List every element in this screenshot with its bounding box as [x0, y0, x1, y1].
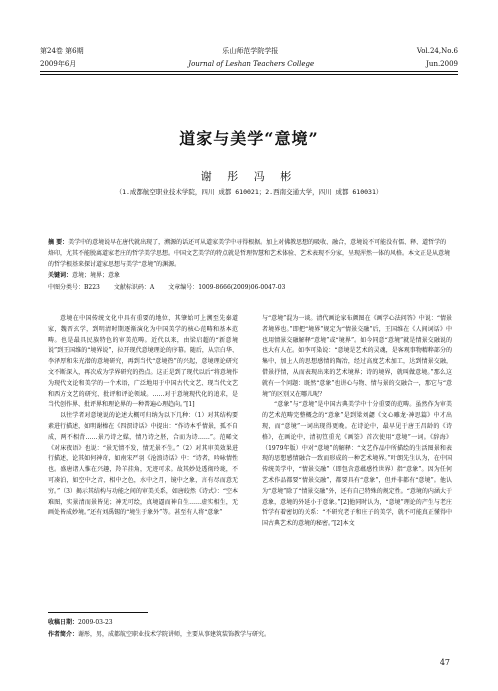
- received-label: 收稿日期：: [48, 619, 79, 626]
- abstract-label: 摘 要：: [48, 239, 69, 246]
- article-title: 道家与美学“意境”: [179, 129, 319, 148]
- footnote-rule: [48, 612, 148, 613]
- received-date: [48, 617, 452, 629]
- page-number: 47: [439, 658, 450, 667]
- keywords-text: 意境；境界；意象: [72, 272, 121, 279]
- volume-issue-cn: 第24卷 第6期: [40, 47, 84, 55]
- received-value: 2009-03-23: [78, 619, 113, 626]
- journal-name-cn: 乐山师范学院学报: [222, 47, 279, 55]
- classification-line: [48, 282, 452, 291]
- body-column-left: [48, 314, 238, 519]
- body-paragraph: “意象”与“意境”是中国古典美学中十分重要的范畴。虽然作为审美的艺术范畴完整概念的“意象”是到梁刘勰《文心雕龙·神思篇》中才出现，而“意境”一词出现得更晚。在诗论中，最早见于唐王昌龄的《诗格》，在画论中，清初笪重光《画筌》首次使用“意境”一词。《辞海》（1979年版）中对“意境”的解释：“文艺作品中所描绘的生活图景和表现的思想感情融合一致而形成的一种艺术境界。”叶朗先生认为，在中国传统美学中，“情景交融”（即包含意蕴感性世界）指“意象”。因为任何艺术作品都要“情景交融”，都要具有“意象”，但并非都有“意境”。他认为“意境”除了“情景交融”外，还有自己特殊的规定性。“意境的内涵大于意象，意境的外延小于意象。”[2]他同时认为，“意境”理论的产生与老庄哲学有着密切的关系：“不研究老子和庄子的美学，就不可能真正懂得中国古典艺术的意境的秘密。”[2]本文: [262, 401, 452, 528]
- footnotes: [48, 617, 452, 641]
- keywords: [48, 270, 452, 279]
- abstract: [48, 237, 452, 270]
- volume-issue-en: Vol.24,No.6: [416, 47, 458, 55]
- date-en: Jun.2009: [426, 60, 458, 68]
- clc-number: 中图分类号：B223: [48, 284, 100, 291]
- author-bio-text: 谢彤，男，成都航空职业技术学院讲师，主要从事建筑装饰教学与研究。: [78, 631, 271, 638]
- header-rule-thick: [40, 71, 458, 72]
- body-paragraph: 与“意境”混为一谈。清代画论家布颜图在《画学心法问答》中说：“情景者境界也。”即把“境界”规定为“情景交融”后，王国维在《人间词话》中也用情景交融解释“意境”或“境界”。如今同意“意境”就是情景交融说的也大有人在。如李可染说：“意境是艺术的灵魂，是客观事物精粹部分的集中，加上人的思想感情的陶冶，经过高度艺术加工，达到情景交融，借景抒情，从而表现出来的艺术境界；诗的境界，就叫做意境。”那么这就有一个问题：既然“意象”也讲心与物、情与景的交融合一，那它与“意境”的区别又在哪儿呢？: [262, 315, 452, 398]
- article-number: 文章编号：1009-8666(2009)06-0047-03: [168, 284, 286, 291]
- author-bio: [48, 629, 452, 641]
- header-rule-thin: [40, 74, 458, 75]
- body-column-right: [262, 314, 452, 530]
- date-cn: 2009年6月: [40, 60, 77, 68]
- author-bio-label: 作者简介：: [48, 631, 79, 638]
- keywords-label: 关键词：: [48, 272, 73, 279]
- author-affiliation: （1.成都航空职业技术学院，四川 成都 610021；2.西南交通大学，四川 成都 610031）: [115, 188, 383, 196]
- document-code: 文献标识码：A: [113, 284, 155, 291]
- abstract-text: 美学中的意境说早在唐代就出现了，溯源的话还可从道家美学中寻得根据。加上对佛教思想的吸收、融合，意境说不可能没有儒、释、道哲学的烙印，尤其不能脱离道家老庄的哲学美学思想。中国文艺美学的特点就是哲理智慧和艺术体验、艺术表现不分家，呈现浑然一体的风格。本文正是从意境的哲学根基来探讨道家思想与美学“意境”的渊源。: [48, 239, 451, 268]
- journal-header: [40, 46, 458, 69]
- body-paragraph: 意境在中国传统文化中具有重要的地位，其肇始可上溯至先秦道家，魏晋玄学，到明清时期逐渐演化为中国美学的核心范畴和基本范畴。也是最具民族特色的审美范畴。近代以来，由梁启超的“新意境说”到王国维的“境界说”，拉开现代意境理论的序幕。随后，从宗白华、李泽厚和朱光潜的意境研究，再到当代“意境热”的兴起，意境理论研究文不断深入，再次成为学界研究的热点。这正是到了现代以后“将意境作为现代文论和美学的一个术语，广泛地用于中国古代文艺、现当代文艺和西方文艺的研究、批评和评论领域。……对于意境现代化的追求，是当代创作界、批评界和理论界的一种普遍心理趋向。”[1]: [48, 315, 238, 409]
- author-names: 谢 彤 冯 彬: [200, 170, 298, 183]
- body-paragraph: 以往学者对意境说的论述大概可归纳为以下几种：（1）对其结构要素进行描述，如明谢榛在《四溟诗话》中提出：“作诗本乎情景，孤不自成，两不相背……景乃诗之媒，情乃诗之胚，合而为诗……”。范晞文《对床夜语》也说：“景无情不发，情无景不生。”（2）对其审美效果进行描述，论其如何神奇，如南宋严羽《沧浪诗话》中：“诗者，吟咏情性也。盛唐诸人惟在兴趣，羚羊挂角，无迹可求。故其妙处透彻玲珑，不可凑泊，如空中之音，相中之色，水中之月，镜中之象，言有尽而意无穷。”（3）揭示其结构与功能之间的审美关系，如唐皎然《诗式》：“空本难图，实景清而景皆见；神无可绘，真境逼而神自生……虚实相生，无画处皆成妙境。”还有刘禹锡的“境生于象外”等。甚至有人将“意象”: [48, 412, 238, 517]
- journal-name-en: Journal of Leshan Teachers College: [188, 60, 315, 68]
